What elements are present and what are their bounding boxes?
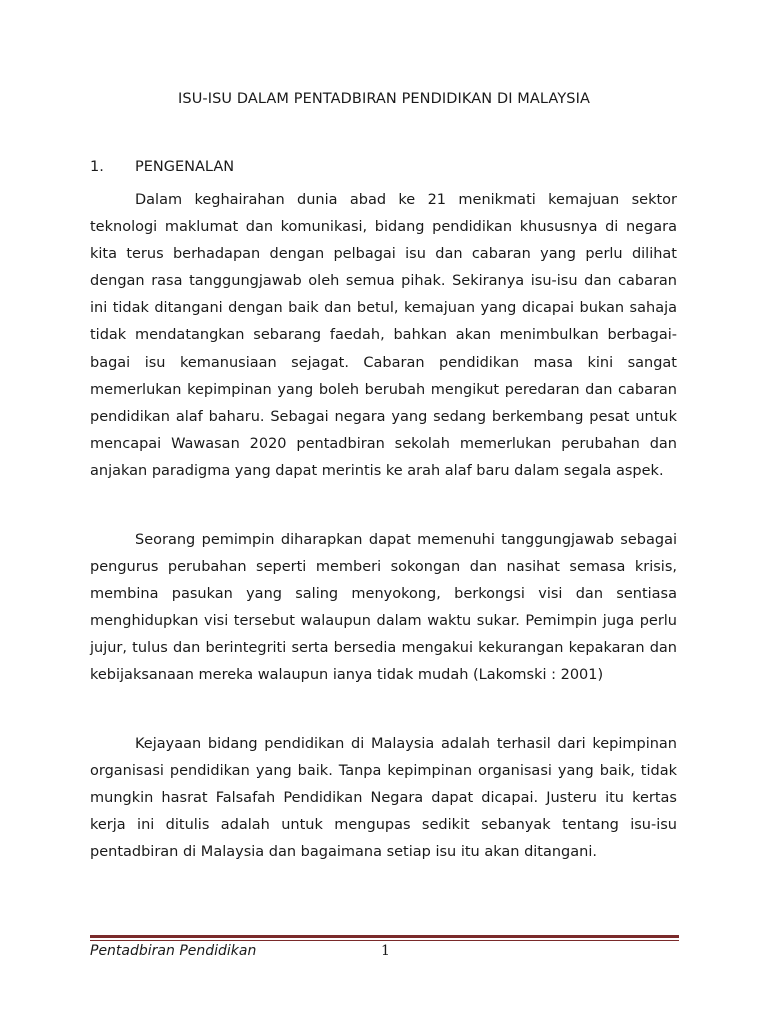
section-title: PENGENALAN (135, 159, 235, 175)
paragraph-3: Kejayaan bidang pendidikan di Malaysia adalah terhasil dari kepimpinan organisasi pendidikan yang baik. Tanpa kepimpinan organisasi yang baik, tidak mungkin hasrat Falsafah Pendidikan Negara dapat dicapai. Justeru itu kertas kerja ini ditulis adalah untuk mengupas sedikit sebanyak tentang isu-isu pentadbiran di Malaysia dan bagaimana setiap isu itu akan ditangani. (90, 736, 677, 861)
footer-divider-thin (90, 940, 679, 941)
footer-divider (90, 935, 679, 941)
paragraph-1: Dalam keghairahan dunia abad ke 21 menikmati kemajuan sektor teknologi maklumat dan komunikasi, bidang pendidikan khususnya di negara kita terus berhadapan dengan pelbagai isu dan cabaran yang perlu dilihat dengan rasa tanggungjawab oleh semua pihak. Sekiranya isu-isu dan cabaran ini tidak ditangani dengan baik dan betul, kemajuan yang dicapai bukan sahaja tidak mendatangkan sebarang faedah, bahkan akan menimbulkan berbagai-bagai isu kemanusiaan sejagat. Cabaran pendidikan masa kini sangat memerlukan kepimpinan yang boleh berubah mengikut peredaran dan cabaran pendidikan alaf baharu. Sebagai negara yang sedang berkembang pesat untuk mencapai Wawasan 2020 pentadbiran sekolah memerlukan perubahan dan anjakan paradigma yang dapat merintis ke arah alaf baru dalam segala aspek. (90, 192, 677, 479)
footer-label: Pentadbiran Pendidikan (90, 943, 257, 959)
section-number: 1. (90, 159, 104, 175)
footer-divider-thick (90, 935, 679, 938)
section-heading (90, 159, 234, 175)
document-title: ISU-ISU DALAM PENTADBIRAN PENDIDIKAN DI MALAYSIA (178, 91, 590, 107)
paragraph-2: Seorang pemimpin diharapkan dapat memenuhi tanggungjawab sebagai pengurus perubahan seperti memberi sokongan dan nasihat semasa krisis, membina pasukan yang saling menyokong, berkongsi visi dan sentiasa menghidupkan visi tersebut walaupun dalam waktu sukar. Pemimpin juga perlu jujur, tulus dan berintegriti serta bersedia mengakui kekurangan kepakaran dan kebijaksanaan mereka walaupun ianya tidak mudah (Lakomski : 2001) (90, 532, 677, 684)
page-number: 1 (381, 943, 390, 959)
